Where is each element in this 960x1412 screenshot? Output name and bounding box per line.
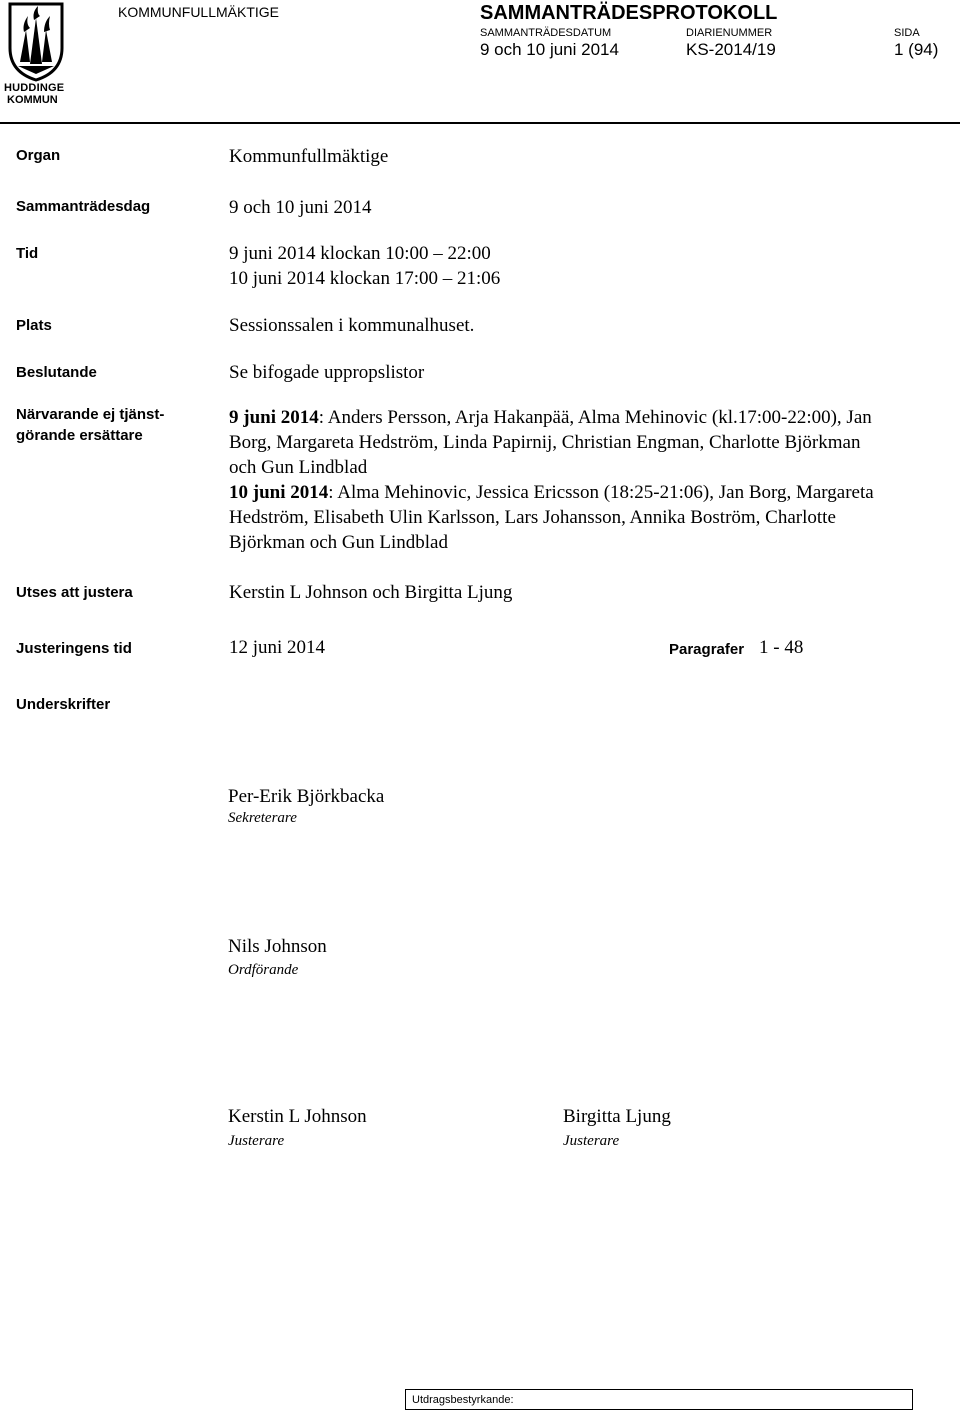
meeting-date-label: SAMMANTRÄDESDATUM [480,27,612,39]
coat-of-arms-icon [4,2,68,82]
chair-role: Ordförande [228,962,299,978]
certification-box [405,1389,913,1410]
present-substitutes-text [229,405,889,555]
place-label: Plats [16,317,52,334]
adjusters-label: Utses att justera [16,584,133,601]
decision-makers-value: Se bifogade uppropslistor [229,362,425,383]
time-label: Tid [16,245,39,262]
decision-makers-label: Beslutande [16,364,97,381]
diary-number-value: KS-2014/19 [686,40,776,59]
certification-label: Utdragsbestyrkande: [412,1394,514,1406]
adjusters-value: Kerstin L Johnson och Birgitta Ljung [229,582,513,603]
organ-value: Kommunfullmäktige [229,146,389,167]
page-label: SIDA [894,27,920,39]
municipality-logo [4,2,68,106]
present-day1-names: : Anders Persson, Arja Hakanpää, Alma Mehinovic (kl.17:00-22:00), Jan Borg, Margareta Hedström, Linda Papirnij, Christian Engman, Charlotte Björkman och Gun Lindblad [229,407,872,478]
adjustment-time-value: 12 juni 2014 [229,637,326,658]
logo-text-line1: HUDDINGE [4,82,65,94]
paragraphs-value: 1 - 48 [759,637,804,658]
chair-name: Nils Johnson [228,936,327,957]
adjustment-time-label: Justeringens tid [16,640,132,657]
meeting-day-value: 9 och 10 juni 2014 [229,197,372,218]
present-substitutes-label [16,404,164,446]
diary-number-label: DIARIENUMMER [686,27,773,39]
present-day2 [229,480,889,555]
paragraphs-label: Paragrafer [669,641,745,658]
secretary-role: Sekreterare [228,810,297,826]
meeting-day-label: Sammanträdesdag [16,198,151,215]
adjuster1-role: Justerare [228,1133,285,1149]
signatures-label: Underskrifter [16,696,111,713]
committee-name: KOMMUNFULLMÄKTIGE [118,4,280,20]
present-substitutes-label-line2: görande ersättare [16,427,143,444]
present-day1 [229,405,889,480]
organ-label: Organ [16,147,61,164]
page-value: 1 (94) [894,40,939,59]
place-value: Sessionssalen i kommunalhuset. [229,315,475,336]
time-line-2: 10 juni 2014 klockan 17:00 – 21:06 [229,268,501,289]
present-day2-date: 10 juni 2014 [229,482,329,503]
secretary-name: Per-Erik Björkbacka [228,786,385,807]
logo-text-line2: KOMMUN [7,94,58,106]
adjuster2-role: Justerare [563,1133,620,1149]
present-day2-names: : Alma Mehinovic, Jessica Ericsson (18:25-21:06), Jan Borg, Margareta Hedström, Elisabeth Ulin Karlsson, Lars Johansson, Annika Boström, Charlotte Björkman och Gun Lindblad [229,482,874,553]
present-day1-date: 9 juni 2014 [229,407,319,428]
header-divider [0,122,960,124]
adjuster1-name: Kerstin L Johnson [228,1106,367,1127]
adjuster2-name: Birgitta Ljung [563,1106,671,1127]
meeting-date-value: 9 och 10 juni 2014 [480,40,619,59]
document-title: SAMMANTRÄDESPROTOKOLL [480,2,778,24]
time-line-1: 9 juni 2014 klockan 10:00 – 22:00 [229,243,491,264]
present-substitutes-label-line1: Närvarande ej tjänst- [16,406,165,423]
